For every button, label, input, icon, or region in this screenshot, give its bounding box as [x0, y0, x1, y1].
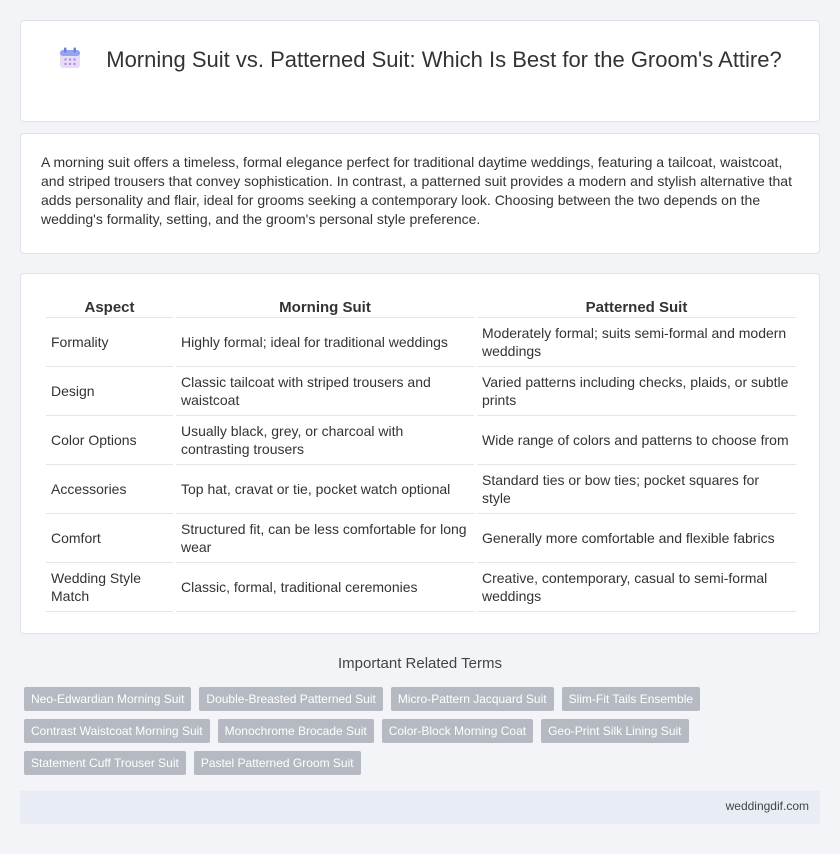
related-terms-list	[24, 687, 724, 783]
related-term-tag[interactable]: Statement Cuff Trouser Suit	[24, 751, 186, 775]
related-term-tag[interactable]: Monochrome Brocade Suit	[218, 719, 374, 743]
related-term-tag[interactable]: Neo-Edwardian Morning Suit	[24, 687, 191, 711]
calendar-icon	[58, 46, 82, 70]
table-row	[46, 465, 796, 514]
header-card	[20, 20, 820, 122]
cell-morning: Classic, formal, traditional ceremonies	[176, 563, 474, 612]
table-row	[46, 318, 796, 367]
cell-patterned: Creative, contemporary, casual to semi-formal weddings	[477, 563, 796, 612]
cell-morning: Highly formal; ideal for traditional weddings	[176, 318, 474, 367]
page-title-wrap	[21, 46, 819, 74]
related-term-tag[interactable]: Pastel Patterned Groom Suit	[194, 751, 361, 775]
cell-morning: Classic tailcoat with striped trousers and waistcoat	[176, 367, 474, 416]
cell-aspect: Color Options	[46, 416, 173, 465]
cell-morning: Usually black, grey, or charcoal with contrasting trousers	[176, 416, 474, 465]
related-term-tag[interactable]: Geo-Print Silk Lining Suit	[541, 719, 688, 743]
related-term-tag[interactable]: Slim-Fit Tails Ensemble	[562, 687, 700, 711]
cell-patterned: Moderately formal; suits semi-formal and modern weddings	[477, 318, 796, 367]
header-patterned-suit: Patterned Suit	[477, 295, 796, 318]
cell-aspect: Design	[46, 367, 173, 416]
table-row	[46, 563, 796, 612]
related-term-tag[interactable]: Color-Block Morning Coat	[382, 719, 533, 743]
table-row	[46, 514, 796, 563]
header-aspect: Aspect	[46, 295, 173, 318]
cell-aspect: Wedding Style Match	[46, 563, 173, 612]
footer	[20, 791, 820, 824]
intro-card	[20, 133, 820, 254]
header-morning-suit: Morning Suit	[176, 295, 474, 318]
cell-patterned: Varied patterns including checks, plaids, or subtle prints	[477, 367, 796, 416]
intro-text: A morning suit offers a timeless, formal elegance perfect for traditional daytime weddings, featuring a tailcoat, waistcoat, and striped trousers that convey sophistication. In contrast, a patterned suit provides a modern and stylish alternative that adds personality and flair, ideal for grooms seeking a contemporary look. Choosing between the two depends on the wedding's formality, setting, and the groom's personal style preference.	[41, 154, 792, 227]
footer-site[interactable]: weddingdif.com	[725, 799, 809, 813]
comparison-card	[20, 273, 820, 634]
table-row	[46, 416, 796, 465]
cell-aspect: Comfort	[46, 514, 173, 563]
table-row	[46, 367, 796, 416]
table-header-row	[46, 295, 796, 318]
cell-morning: Structured fit, can be less comfortable for long wear	[176, 514, 474, 563]
cell-patterned: Generally more comfortable and flexible fabrics	[477, 514, 796, 563]
related-term-tag[interactable]: Double-Breasted Patterned Suit	[199, 687, 382, 711]
cell-aspect: Formality	[46, 318, 173, 367]
comparison-table	[43, 295, 799, 612]
page-title: Morning Suit vs. Patterned Suit: Which Is Best for the Groom's Attire?	[106, 47, 782, 72]
cell-morning: Top hat, cravat or tie, pocket watch optional	[176, 465, 474, 514]
cell-aspect: Accessories	[46, 465, 173, 514]
related-term-tag[interactable]: Contrast Waistcoat Morning Suit	[24, 719, 210, 743]
cell-patterned: Standard ties or bow ties; pocket squares for style	[477, 465, 796, 514]
related-term-tag[interactable]: Micro-Pattern Jacquard Suit	[391, 687, 554, 711]
related-terms-title: Important Related Terms	[338, 655, 502, 672]
cell-patterned: Wide range of colors and patterns to choose from	[477, 416, 796, 465]
